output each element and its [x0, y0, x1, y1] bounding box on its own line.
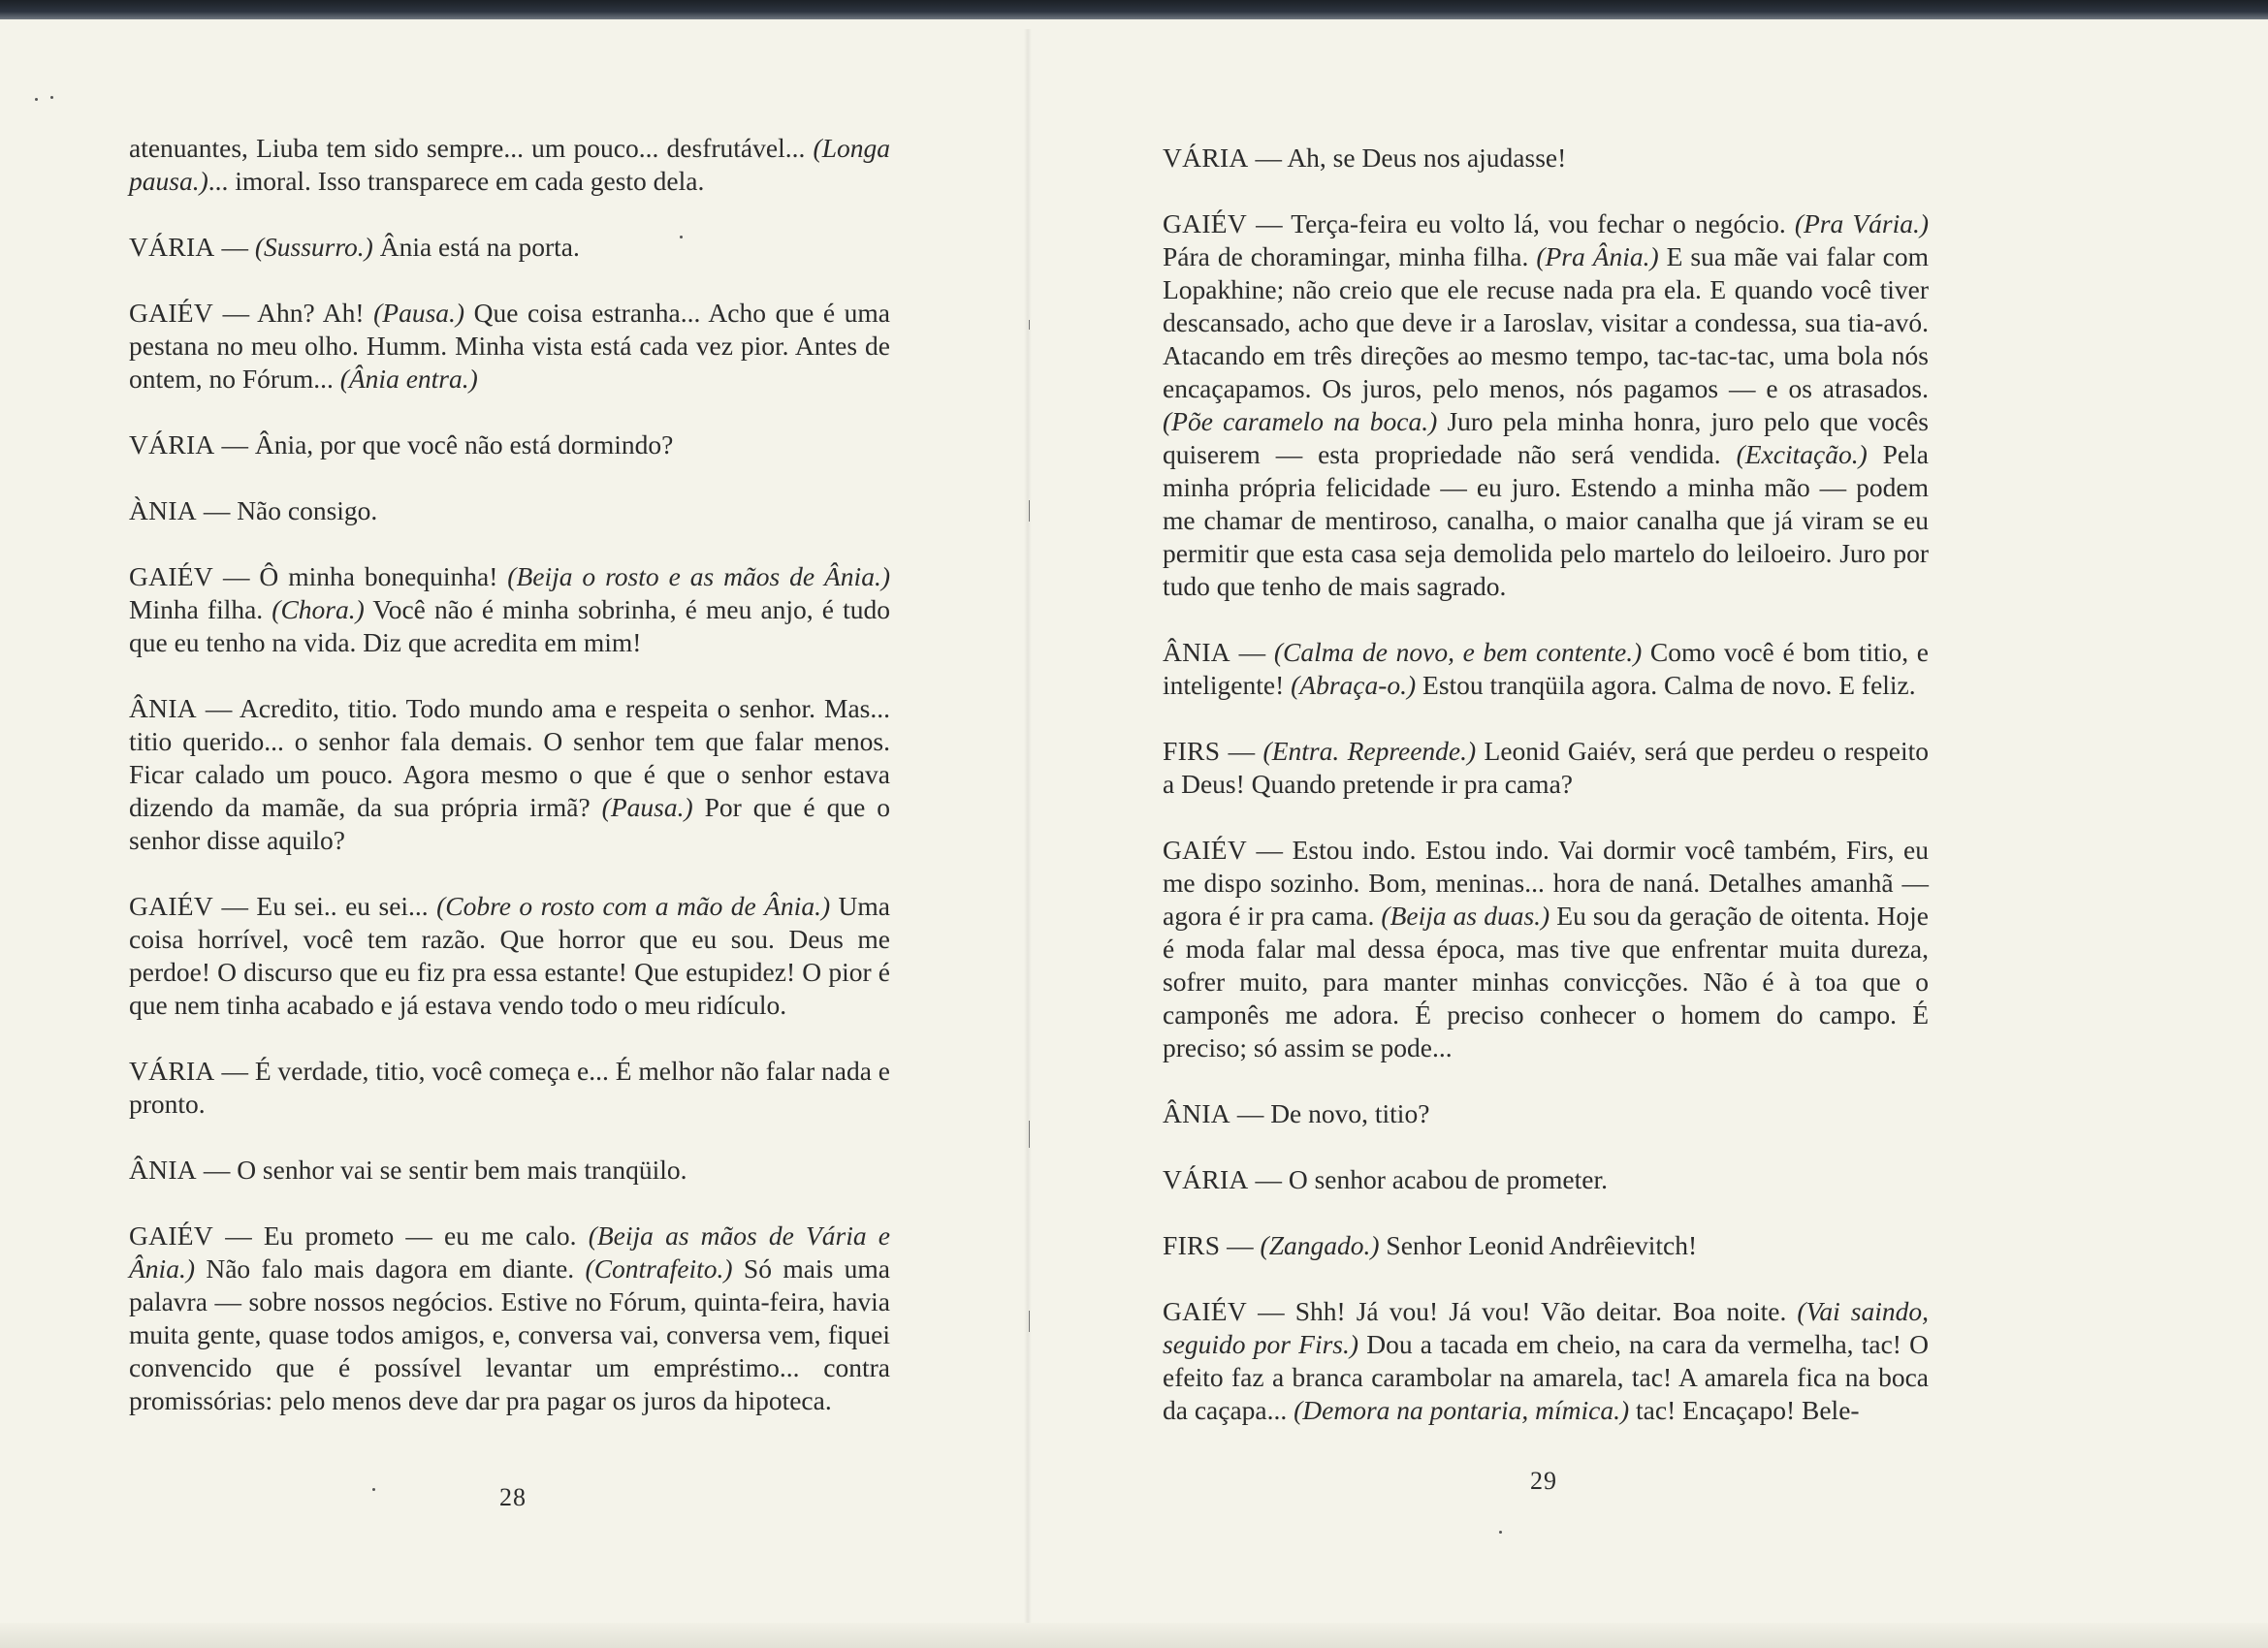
right-page-text — [1163, 142, 1929, 1460]
dialogue-paragraph — [129, 890, 890, 1022]
gutter-mark — [1029, 320, 1030, 330]
stage-direction: (Ânia entra.) — [339, 364, 478, 394]
dialogue-text: — Ânia, por que você não está dormindo? — [214, 429, 674, 460]
dialogue-text: Dou a tacada em cheio, na cara da vermelha, tac! O efeito faz a branca carambolar na amarela, tac! A amarela fica na boca da caçapa... — [1163, 1329, 1929, 1425]
dialogue-text: Leonid Gaiév, será que perdeu o respeito a Deus! Quando pretende ir pra cama? — [1163, 736, 1930, 799]
dialogue-text: Você não é minha sobrinha, é meu anjo, é tudo que eu tenho na vida. Diz que acredita em mim! — [129, 594, 890, 657]
dialogue-text: atenuantes, Liuba tem sido sempre... um pouco... desfrutável... — [129, 133, 814, 163]
dialogue-paragraph — [129, 494, 890, 527]
stage-direction: (Abraça-o.) — [1291, 670, 1417, 700]
dialogue-paragraph — [1163, 1163, 1929, 1196]
book-gutter — [1024, 29, 1032, 1638]
stage-direction: (Cobre o rosto com a mão de Ânia.) — [436, 891, 831, 921]
speaker-name: GAIÉV — [1163, 835, 1248, 865]
dialogue-text: Pára de choramingar, minha filha. — [1163, 241, 1537, 271]
stage-direction: (Entra. Repreende.) — [1262, 736, 1477, 766]
gutter-mark — [1029, 500, 1030, 522]
dialogue-text: Estou tranqüila agora. Calma de novo. E feliz. — [1416, 670, 1916, 700]
stage-direction: (Chora.) — [272, 594, 365, 624]
dialogue-text: — Terça-feira eu volto lá, vou fechar o negócio. — [1247, 208, 1795, 238]
stage-direction: (Vai saindo, seguido por Firs.) — [1163, 1296, 1929, 1359]
speaker-name: GAIÉV — [129, 561, 214, 591]
dialogue-text: Não falo mais dagora em diante. — [194, 1253, 586, 1284]
page-number: 29 — [1530, 1467, 1557, 1495]
speaker-name: VÁRIA — [129, 232, 215, 262]
speaker-name: FIRS — [1163, 1230, 1221, 1260]
speaker-name: ÀNIA — [129, 495, 197, 525]
stage-direction: (Contrafeito.) — [585, 1253, 733, 1284]
dialogue-paragraph — [129, 132, 890, 198]
stage-direction: (Pausa.) — [373, 298, 465, 328]
dialogue-text: Só mais uma palavra — sobre nossos negócios. Estive no Fórum, quinta-feira, havia muita gente, quase todos amigos, e, conversa vai, conversa vem, fiquei convencido que é possível levantar um empréstimo... contra promissórias: pelo menos deve dar pra pagar os juros da hipoteca. — [129, 1253, 890, 1415]
speaker-name: FIRS — [1163, 736, 1221, 766]
gutter-mark — [1029, 1121, 1030, 1148]
scan-bottom-edge — [0, 1623, 2268, 1648]
speaker-name: ÂNIA — [129, 1155, 197, 1185]
dialogue-paragraph — [1163, 207, 1929, 603]
dialogue-paragraph — [1163, 636, 1929, 702]
dialogue-text: E sua mãe vai falar com Lopakhine; não creio que ele recuse nada pra ela. E quando você tiver descansado, acho que deve ir a Iaroslav, visitar a condessa, sua tia-avó. Atacando em três direções ao mesmo tempo, tac-tac-tac, uma bola nós encaçapamos. Os juros, pelo menos, nós pagamos — e os atrasados. — [1163, 241, 1929, 403]
dialogue-text: — O senhor vai se sentir bem mais tranqüilo. — [196, 1155, 687, 1185]
speaker-name: ÂNIA — [1163, 637, 1230, 667]
dialogue-paragraph — [129, 1055, 890, 1121]
dialogue-text: — O senhor acabou de prometer. — [1248, 1164, 1608, 1194]
speaker-name: GAIÉV — [129, 891, 214, 921]
dialogue-text: — De novo, titio? — [1230, 1098, 1430, 1128]
dialogue-text: — Ô minha bonequinha! — [213, 561, 508, 591]
dialogue-text: Senhor Leonid Andrêievitch! — [1379, 1230, 1698, 1260]
stage-direction: (Pra Ânia.) — [1536, 241, 1659, 271]
speaker-name: GAIÉV — [129, 1220, 214, 1251]
dialogue-paragraph — [129, 560, 890, 659]
dialogue-paragraph — [1163, 834, 1929, 1064]
dialogue-text: Como você é bom titio, e inteligente! — [1163, 637, 1929, 700]
dialogue-text: Minha filha. — [129, 594, 272, 624]
dialogue-paragraph — [129, 297, 890, 396]
dialogue-paragraph — [129, 692, 890, 857]
dialogue-text: Pela minha própria felicidade — eu juro. Estendo a minha mão — podem me chamar de mentiroso, canalha, o maior canalha que já viram se eu permitir que esta casa seja demolida pelo martelo do leiloeiro. Juro por tudo que tenho de mais sagrado. — [1163, 439, 1929, 601]
dialogue-text: Por que é que o senhor disse aquilo? — [129, 792, 890, 855]
gutter-mark — [1029, 1311, 1030, 1332]
left-page — [0, 0, 1024, 1648]
dialogue-text: — Eu prometo — eu me calo. — [213, 1220, 589, 1251]
stage-direction: (Beija o rosto e as mãos de Ânia.) — [507, 561, 890, 591]
speaker-name: GAIÉV — [1163, 208, 1248, 238]
stage-direction: (Excitação.) — [1736, 439, 1868, 469]
dialogue-paragraph — [1163, 1229, 1929, 1262]
dialogue-text: Uma coisa horrível, você tem razão. Que horror que eu sou. Deus me perdoe! O discurso que eu fiz pra essa estante! Que estupidez! O pior é que nem tinha acabado e já estava vendo todo o meu ridículo. — [129, 891, 890, 1020]
dialogue-text: — Não consigo. — [196, 495, 378, 525]
stage-direction: (Sussurro.) — [254, 232, 373, 262]
dialogue-paragraph — [1163, 142, 1929, 174]
dialogue-text: — — [214, 232, 255, 262]
speaker-name: VÁRIA — [129, 429, 215, 460]
dialogue-text: — — [1220, 736, 1263, 766]
dialogue-text: — Shh! Já vou! Já vou! Vão deitar. Boa noite. — [1247, 1296, 1798, 1326]
dialogue-text: — Estou indo. Estou indo. Vai dormir você também, Firs, eu me dispo sozinho. Bom, meninas... hora de naná. Detalhes amanhã — agora é ir pra cama. — [1163, 835, 1929, 931]
dialogue-text: — Ahn? Ah! — [213, 298, 374, 328]
dialogue-text: ... imoral. Isso transparece em cada gesto dela. — [208, 166, 705, 196]
dialogue-paragraph — [1163, 1295, 1929, 1427]
dialogue-text: — Eu sei.. eu sei... — [213, 891, 437, 921]
dialogue-paragraph — [129, 1154, 890, 1187]
stage-direction: (Põe caramelo na boca.) — [1163, 406, 1438, 436]
dialogue-text: Eu sou da geração de oitenta. Hoje é moda falar mal dessa época, mas tive que enfrentar muita dureza, sofrer muito, para manter minhas convicções. Não é à toa que o camponês me adora. É preciso conhecer o homem do campo. É preciso; só assim se pode... — [1163, 901, 1929, 1062]
dialogue-text: — Acredito, titio. Todo mundo ama e respeita o senhor. Mas... titio querido... o senhor fala demais. O senhor tem que falar menos. Ficar calado um pouco. Agora mesmo o que é que o senhor estava dizendo da mamãe, da sua própria irmã? — [129, 693, 890, 822]
stage-direction: (Zangado.) — [1260, 1230, 1380, 1260]
stage-direction: (Beija as mãos de Vária e Ânia.) — [129, 1220, 891, 1284]
dialogue-paragraph — [1163, 735, 1929, 801]
speaker-name: ÂNIA — [1163, 1098, 1230, 1128]
stage-direction: (Calma de novo, e bem contente.) — [1273, 637, 1643, 667]
dialogue-text: Que coisa estranha... Acho que é uma pestana no meu olho. Humm. Minha vista está cada vez pior. Antes de ontem, no Fórum... — [129, 298, 890, 394]
dialogue-text: Juro pela minha honra, juro pelo que vocês quiserem — esta propriedade não será vendida. — [1163, 406, 1929, 469]
dialogue-text: — — [1220, 1230, 1261, 1260]
left-page-text — [129, 132, 890, 1450]
dialogue-text: — Ah, se Deus nos ajudasse! — [1248, 143, 1567, 173]
page-number: 28 — [499, 1483, 527, 1511]
speaker-name: GAIÉV — [129, 298, 214, 328]
dialogue-text: — É verdade, titio, você começa e... É melhor não falar nada e pronto. — [129, 1056, 890, 1119]
dialogue-paragraph — [129, 231, 890, 264]
speaker-name: GAIÉV — [1163, 1296, 1248, 1326]
stage-direction: (Beija as duas.) — [1381, 901, 1550, 931]
stage-direction: (Demora na pontaria, mímica.) — [1294, 1395, 1630, 1425]
right-page — [1032, 0, 2268, 1648]
dialogue-paragraph — [129, 428, 890, 461]
dialogue-text: — — [1230, 637, 1274, 667]
stage-direction: (Pausa.) — [601, 792, 693, 822]
stage-direction: (Longa pausa.) — [129, 133, 890, 196]
speaker-name: VÁRIA — [129, 1056, 215, 1086]
speaker-name: VÁRIA — [1163, 1164, 1249, 1194]
dialogue-paragraph — [129, 1220, 890, 1417]
stage-direction: (Pra Vária.) — [1794, 208, 1929, 238]
dialogue-text: tac! Encaçapo! Bele- — [1629, 1395, 1860, 1425]
speaker-name: VÁRIA — [1163, 143, 1249, 173]
dialogue-text: Ânia está na porta. — [372, 232, 580, 262]
dialogue-paragraph — [1163, 1097, 1929, 1130]
speaker-name: ÂNIA — [129, 693, 197, 723]
